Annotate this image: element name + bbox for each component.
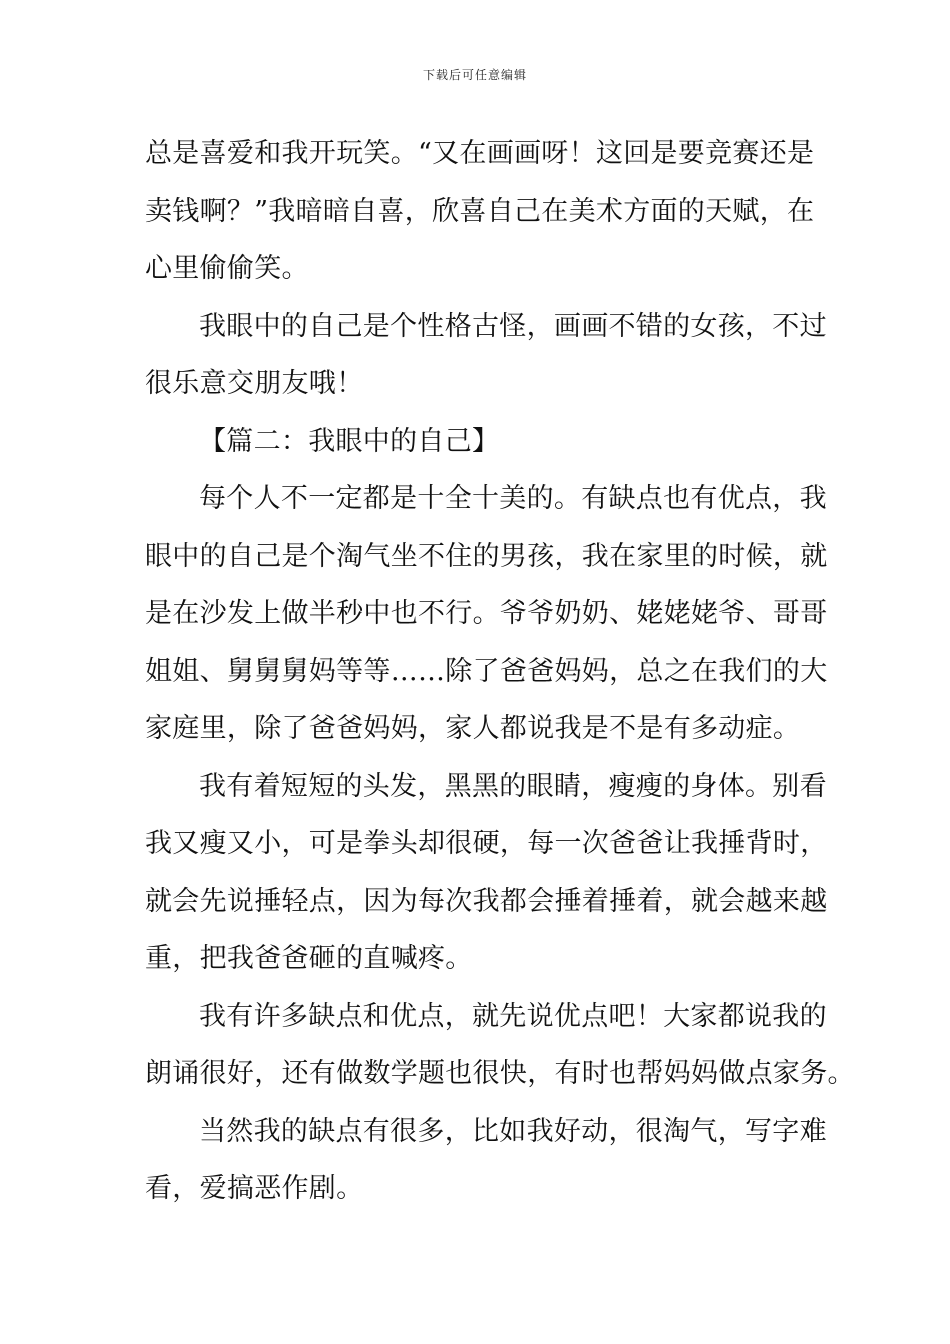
paragraph-line: 总是喜爱和我开玩笑。“又在画画呀！这回是要竞赛还是: [145, 138, 815, 169]
paragraph-line: 我又瘦又小，可是拳头却很硬，每一次爸爸让我捶背时，: [145, 828, 828, 859]
paragraph-line: 姐姐、舅舅舅妈等等……除了爸爸妈妈，总之在我们的大: [145, 655, 828, 687]
paragraph-line: 重，把我爸爸砸的直喊疼。: [145, 943, 473, 974]
paragraph-first-line: 我有着短短的头发，黑黑的眼睛，瘦瘦的身体。别看: [199, 770, 827, 802]
paragraph-line: 很乐意交朋友哦！: [145, 368, 364, 399]
document-body: [145, 125, 855, 1218]
paragraph-line: 家庭里，除了爸爸妈妈，家人都说我是不是有多动症。: [145, 713, 801, 744]
paragraph-line: 就会先说捶轻点，因为每次我都会捶着捶着，就会越来越: [145, 885, 828, 917]
paragraph-first-line: 我眼中的自己是个性格古怪，画画不错的女孩，不过: [199, 310, 827, 342]
paragraph-line: 是在沙发上做半秒中也不行。爷爷奶奶、姥姥姥爷、哥哥: [145, 598, 828, 629]
paragraph-first-line: 我有许多缺点和优点，就先说优点吧！大家都说我的: [199, 1000, 827, 1032]
paragraph-line: 心里偷偷笑。: [145, 253, 309, 284]
paragraph-line: 眼中的自己是个淘气坐不住的男孩，我在家里的时候，就: [145, 540, 828, 572]
page-header-note: 下载后可任意编辑: [422, 68, 527, 82]
paragraph-line: 卖钱啊？”我暗暗自喜，欣喜自己在美术方面的天赋，在: [145, 195, 815, 227]
paragraph-line: 看，爱搞恶作剧。: [145, 1173, 364, 1204]
paragraph-first-line: 【篇二：我眼中的自己】: [199, 425, 500, 457]
paragraph-first-line: 每个人不一定都是十全十美的。有缺点也有优点，我: [199, 483, 827, 514]
paragraph-line: 朗诵很好，还有做数学题也很快，有时也帮妈妈做点家务。: [145, 1058, 855, 1089]
paragraph-first-line: 当然我的缺点有很多，比如我好动，很淘气，写字难: [199, 1115, 827, 1147]
